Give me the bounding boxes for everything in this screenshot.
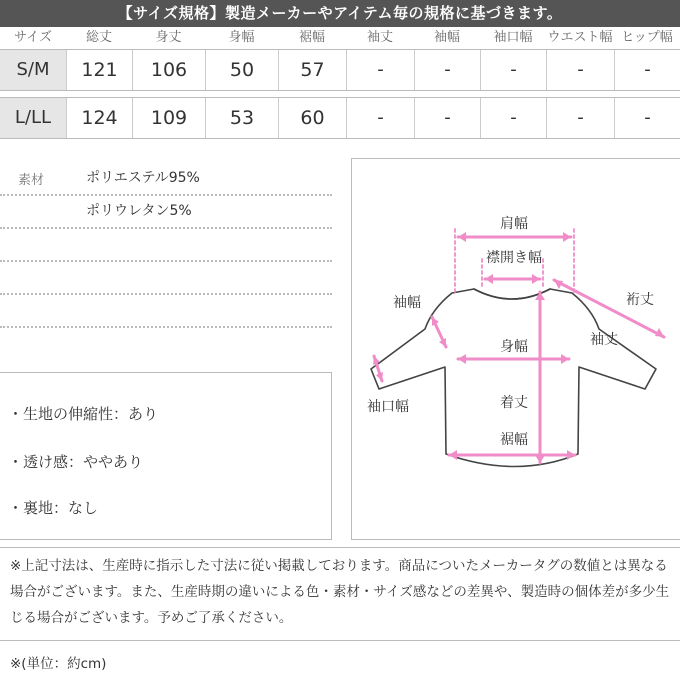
header-hem-width: 裾幅 [298,30,325,45]
label-shoulder-width: 肩幅 [500,216,528,232]
empty-row [0,295,332,328]
table-cell: 50 [205,50,278,90]
material-value: ポリウレタン5% [86,203,192,219]
material-row [0,163,332,196]
material-panel [0,163,332,328]
unit-note: ※(単位：約cm) [10,656,107,672]
header-sleeve-width: 袖幅 [433,30,460,45]
label-hem-width: 裾幅 [500,432,528,448]
size-spec-banner: 【サイズ規格】製造メーカーやアイテム毎の規格に基づきます。 [0,0,680,27]
table-cell: 121 [66,50,132,90]
feature-sheerness: ・透け感：ややあり [8,453,144,471]
label-neck-width: 襟開き幅 [486,250,542,266]
measurement-note: ※上記寸法は、生産時に指示した寸法に従い掲載しております。商品についたメーカータグの数値とは異なる場合がございます。また、生産時期の違いによる色・素材・サイズ感などの差異や、製造時の個体差が多少生じる場合がございます。予めご了承ください。 [10,558,670,626]
label-sleeve-width: 袖幅 [393,295,421,311]
material-label: 素材 [18,173,45,188]
size-label: S/M [0,50,66,90]
measurement-diagram [351,158,680,540]
table-cell: - [414,98,480,138]
feature-stretch: ・生地の伸縮性：あり [8,405,159,423]
material-row [0,196,332,229]
hem-width-arrow [449,450,575,460]
size-table-header [0,27,680,49]
divider [0,640,680,641]
label-yuki-length: 裄丈 [626,292,654,308]
divider [0,547,680,548]
header-size: サイズ [14,30,52,45]
table-row [0,97,680,139]
material-value: ポリエステル95% [86,170,200,186]
header-total-length: 総丈 [85,30,112,45]
table-cell: 57 [278,50,346,90]
header-cuff-width: 袖口幅 [493,30,533,45]
table-cell: - [480,98,546,138]
header-body-width: 身幅 [228,30,255,45]
header-sleeve-length: 袖丈 [366,30,393,45]
table-cell: - [614,50,680,90]
table-cell: - [346,98,414,138]
table-cell: - [414,50,480,90]
length-arrow [535,292,545,463]
table-cell: - [546,50,614,90]
garment-diagram-svg [352,159,680,541]
header-waist-width: ウエスト幅 [547,30,613,45]
table-cell: 124 [66,98,132,138]
label-total-length: 着丈 [500,395,528,411]
yuki-length-arrow [554,280,664,337]
label-cuff-width: 袖口幅 [367,399,409,415]
body-width-arrow [458,354,569,364]
size-label: L/LL [0,98,66,138]
table-cell: - [480,50,546,90]
table-cell: - [614,98,680,138]
empty-row [0,229,332,262]
table-cell: 106 [132,50,205,90]
table-row [0,49,680,91]
table-cell: 53 [205,98,278,138]
table-cell: - [546,98,614,138]
header-hip-width: ヒップ幅 [621,30,673,45]
table-cell: 60 [278,98,346,138]
feature-lining: ・裏地：なし [8,499,99,517]
table-cell: 109 [132,98,205,138]
label-body-width: 身幅 [500,339,528,355]
header-body-length: 身丈 [155,30,182,45]
table-cell: - [346,50,414,90]
size-table [0,27,680,139]
empty-row [0,262,332,295]
label-sleeve-length: 袖丈 [590,332,618,348]
sleeve-width-arrow [432,317,446,347]
fabric-features-box [0,372,332,540]
